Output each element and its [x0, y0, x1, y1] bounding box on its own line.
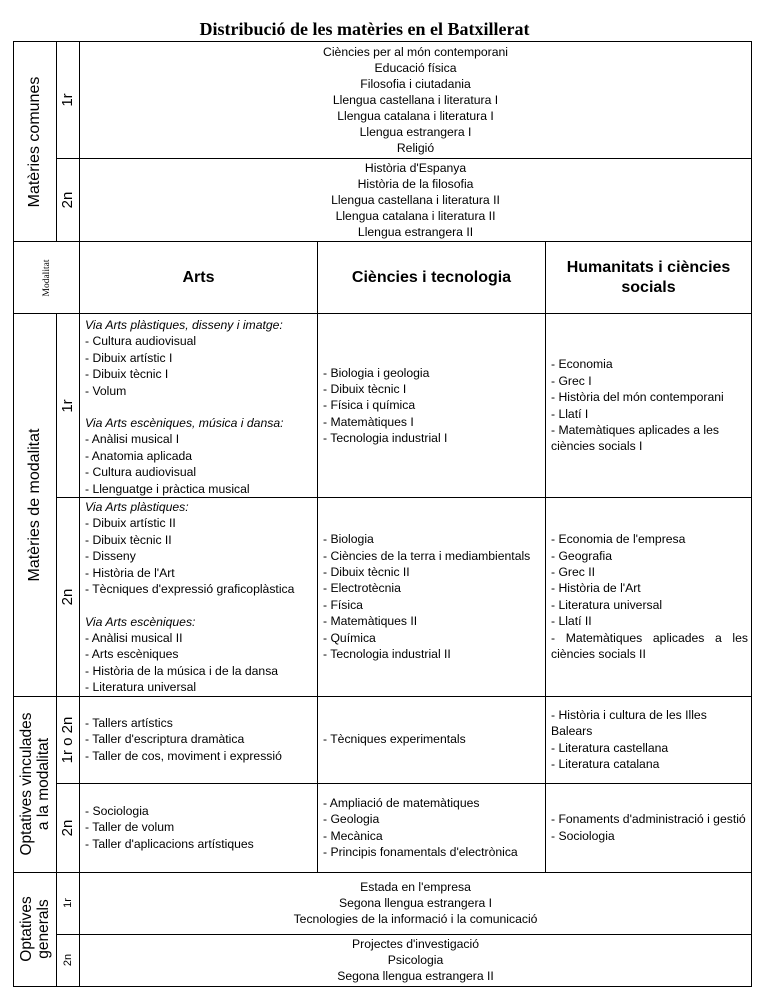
via-heading: Via Arts escèniques: — [85, 614, 196, 629]
list-item: - Matemàtiques I — [323, 414, 414, 429]
modalitat-header-row — [14, 242, 752, 314]
list-item: - Tecnologia industrial II — [323, 647, 451, 662]
list-item: Segona llengua estrangera II — [337, 969, 494, 984]
list-item: - Sociologia — [551, 828, 615, 843]
modalitat-1r-arts — [80, 314, 318, 498]
list-item: - Ampliació de matemàtiques — [323, 795, 480, 810]
vinculades-2n-year-cell — [57, 783, 80, 872]
vinculades-1r2n-ciencies — [318, 696, 546, 783]
generals-1r-year-cell — [57, 872, 80, 934]
list-item: Educació física — [374, 60, 457, 75]
list-item: Filosofia i ciutadania — [360, 76, 471, 91]
list-item: - Tècniques d'expressió graficoplàstica — [85, 582, 295, 597]
vinculades-label — [18, 713, 52, 856]
list-item: Història d'Espanya — [364, 160, 467, 175]
modalitat-1r-row — [14, 314, 752, 498]
vinculades-1r2n-year-cell — [57, 696, 80, 783]
list-item: - Física — [323, 597, 363, 612]
year-label: 2n — [58, 819, 76, 836]
list-item: Segona llengua estrangera I — [338, 895, 493, 910]
list-item: - Volum — [85, 383, 127, 398]
subjects-table — [13, 41, 752, 987]
via-heading: Via Arts plàstiques, disseny i imatge: — [85, 318, 283, 332]
list-item: Ciències per al món contemporani — [323, 44, 508, 59]
year-label: 1r — [58, 93, 76, 107]
header-humanitats: Humanitats i ciències socials — [546, 242, 752, 314]
generals-label-line1: Optatives — [18, 896, 35, 962]
year-label: 2n — [61, 953, 74, 967]
list-item: - Ciències de la terra i mediambientals — [323, 548, 531, 563]
generals-2n-row — [14, 934, 752, 986]
list-item: - Economia — [551, 357, 613, 372]
comunes-label-cell — [14, 42, 57, 242]
list-item: Llengua estrangera II — [357, 225, 474, 240]
comunes-2n-year-cell — [57, 159, 80, 242]
page-title: Distribució de les matèries en el Batxillerat — [199, 19, 530, 39]
vinculades-label-cell — [14, 696, 57, 872]
list-item: - Taller d'aplicacions artístiques — [85, 836, 254, 851]
list-item: - Anàlisi musical II — [85, 630, 183, 645]
list-item: Tecnologies de la informació i la comunicació — [293, 912, 538, 927]
comunes-2n-list — [80, 159, 752, 242]
list-item: - Biologia i geologia — [323, 365, 430, 380]
vinculades-1r2n-arts — [80, 696, 318, 783]
list-item: - Mecànica — [323, 828, 383, 843]
list-item: - Grec II — [551, 564, 596, 579]
list-item: Llengua castellana i literatura I — [332, 92, 499, 107]
vinculades-2n-humanitats — [546, 783, 752, 872]
vinculades-1r2n-humanitats — [546, 696, 752, 783]
list-item: - Anatomia aplicada — [85, 448, 193, 463]
generals-label-line2: generals — [35, 899, 52, 959]
list-item: - Matemàtiques II — [323, 614, 418, 629]
list-item: - Principis fonamentals d'electrònica — [323, 844, 518, 859]
list-item: - Sociologia — [85, 803, 149, 818]
list-item: - Dibuix artístic I — [85, 350, 173, 365]
list-item: - Història de la música i de la dansa — [85, 663, 279, 678]
modalitat-label: Modalitat — [41, 259, 52, 296]
list-item: - Economia de l'empresa — [551, 532, 686, 547]
list-item: - Història de l'Art — [85, 565, 175, 580]
list-item: Projectes d'investigació — [352, 936, 479, 951]
comunes-1r-row — [14, 42, 752, 159]
generals-label-cell — [14, 872, 57, 986]
header-arts: Arts — [80, 242, 318, 314]
comunes-2n-row — [14, 159, 752, 242]
list-item: - Fonaments d'administració i gestió — [551, 812, 746, 827]
list-item: - Dibuix tècnic I — [323, 381, 407, 396]
list-item: - Grec I — [551, 373, 592, 388]
list-item: Llengua catalana i literatura I — [337, 109, 494, 124]
list-item: Religió — [396, 141, 435, 156]
modalitat-label-cell — [14, 242, 80, 314]
list-item: - Dibuix tècnic I — [85, 367, 169, 382]
modalitat-2n-row — [14, 498, 752, 696]
modalitat-1r-humanitats — [546, 314, 752, 498]
list-item: - Literatura universal — [85, 680, 197, 695]
list-item: - Anàlisi musical I — [85, 432, 180, 447]
vinculades-2n-row — [14, 783, 752, 872]
list-item: - Tecnologia industrial I — [323, 431, 448, 446]
generals-1r-row — [14, 872, 752, 934]
list-item: - Literatura catalana — [551, 756, 660, 771]
list-item: - Taller d'escriptura dramàtica — [85, 732, 245, 747]
list-item: - Literatura castellana — [551, 740, 669, 755]
list-item: - Tallers artístics — [85, 715, 173, 730]
modalitat-2n-humanitats — [546, 498, 752, 696]
list-item: Història de la filosofia — [357, 176, 474, 191]
list-item: - Cultura audiovisual — [85, 465, 197, 480]
comunes-1r-year-cell — [57, 42, 80, 159]
modalitat-1r-ciencies — [318, 314, 546, 498]
year-label: 2n — [58, 191, 76, 209]
list-item: - Arts escèniques — [85, 647, 179, 662]
list-item: - Taller de volum — [85, 820, 175, 835]
list-item: - Geografia — [551, 548, 612, 563]
comunes-1r-list — [80, 42, 752, 159]
list-item: - Cultura audiovisual — [85, 334, 197, 349]
materies-modalitat-label: Matèries de modalitat — [26, 428, 43, 582]
list-item: Llengua estrangera I — [359, 125, 472, 140]
modalitat-1r-year-cell — [57, 314, 80, 498]
header-ciencies: Ciències i tecnologia — [318, 242, 546, 314]
generals-2n-list — [80, 934, 752, 986]
modalitat-2n-arts — [80, 498, 318, 696]
list-item: - Llenguatge i pràctica musical — [85, 481, 250, 496]
list-item: Estada en l'empresa — [360, 879, 471, 894]
list-item: - Història i cultura de les Illes Balears — [551, 707, 707, 739]
list-item: - Disseny — [85, 549, 136, 564]
list-item: - Taller de cos, moviment i expressió — [85, 748, 282, 763]
generals-1r-list — [80, 872, 752, 934]
vinculades-2n-ciencies — [318, 783, 546, 872]
year-label: 2n — [58, 588, 76, 606]
list-item: - Geologia — [323, 812, 380, 827]
modalitat-2n-year-cell — [57, 498, 80, 696]
generals-2n-year-cell — [57, 934, 80, 986]
list-item: - Història del món contemporani — [551, 390, 724, 405]
comunes-label: Matèries comunes — [26, 76, 43, 207]
list-item: - Física i química — [323, 398, 416, 413]
materies-modalitat-label-cell — [14, 314, 57, 697]
list-item: - Electrotècnia — [323, 581, 401, 596]
list-item: - Literatura universal — [551, 597, 663, 612]
vinculades-label-line1: Optatives vinculades — [18, 712, 35, 856]
list-item: - Dibuix tècnic II — [85, 532, 172, 547]
year-label: 1r o 2n — [58, 716, 76, 763]
list-item: Psicologia — [387, 952, 444, 967]
list-item: - Dibuix tècnic II — [323, 564, 410, 579]
list-item: - Llatí II — [551, 614, 592, 629]
vinculades-2n-arts — [80, 783, 318, 872]
list-item: - Matemàtiques aplicades a les ciències socials II — [551, 630, 749, 662]
via-heading: Via Arts plàstiques: — [85, 500, 189, 515]
generals-label — [18, 896, 52, 961]
list-item: Llengua catalana i literatura II — [335, 209, 496, 224]
year-label: 1r — [58, 398, 76, 413]
list-item: - Llatí I — [551, 406, 589, 421]
vinculades-label-line2: a la modalitat — [35, 737, 52, 831]
list-item: - Tècniques experimentals — [323, 732, 466, 747]
via-heading: Via Arts escèniques, música i dansa: — [85, 416, 284, 431]
list-item: Llengua castellana i literatura II — [331, 192, 500, 207]
vinculades-1r2n-row — [14, 696, 752, 783]
list-item: - Biologia — [323, 532, 374, 547]
list-item: - Matemàtiques aplicades a les ciències socials I — [551, 422, 720, 454]
modalitat-2n-ciencies — [318, 498, 546, 696]
list-item: - Dibuix artístic II — [85, 516, 176, 531]
list-item: - Història de l'Art — [551, 581, 641, 596]
list-item: - Química — [323, 630, 376, 645]
year-label: 1r — [61, 898, 74, 908]
